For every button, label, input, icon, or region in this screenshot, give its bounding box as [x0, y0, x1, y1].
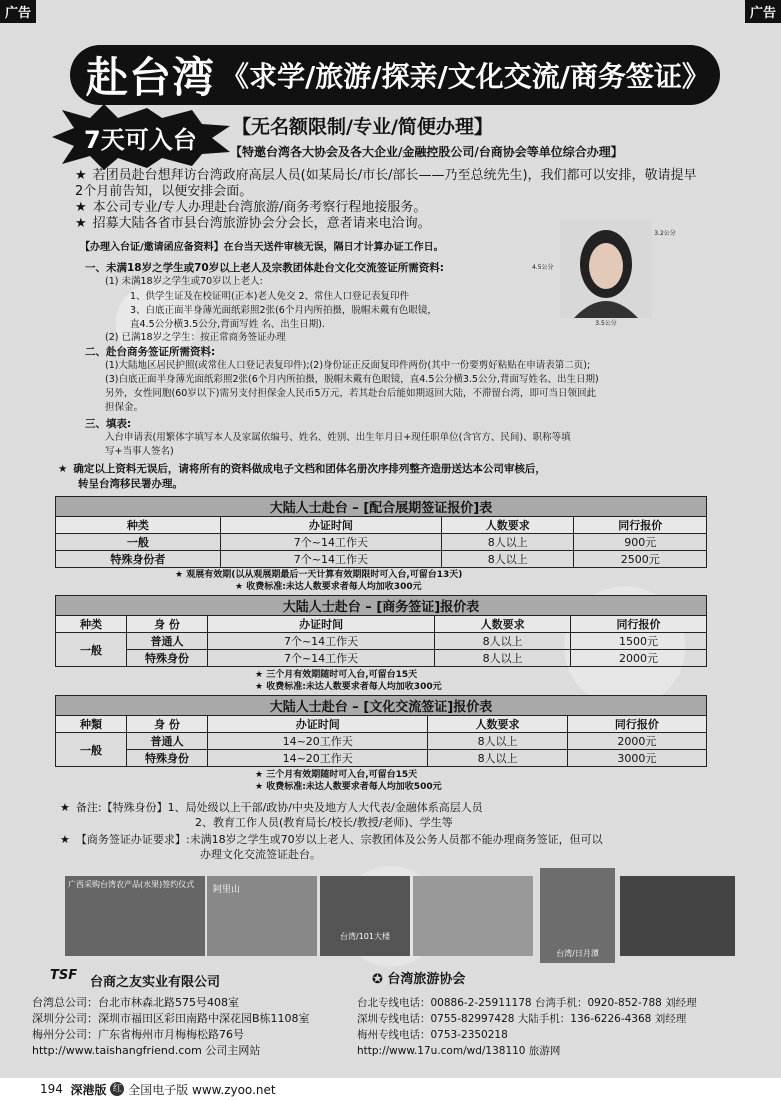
- company-left: 台商之友实业有限公司: [90, 975, 221, 990]
- cell: 普通人: [127, 733, 208, 750]
- signing-photo: [65, 876, 205, 956]
- cell: 2000元: [567, 733, 706, 750]
- remark-line: 办理文化交流签证赴台。: [200, 848, 321, 861]
- photo-caption: 台湾/101大楼: [340, 932, 390, 941]
- table-title: 大陆人士赴台 – [配合展期签证报价]表: [56, 497, 707, 517]
- cell: 2000元: [571, 650, 707, 667]
- s3-line: 写+当事人签名): [105, 446, 174, 457]
- bullet-text: 本公司专业/专人办理赴台湾旅游/商务考察行程地接服务。: [92, 200, 427, 215]
- table-row: [56, 650, 707, 667]
- section1-title: 一、未满18岁之学生或70岁以上老人及宗教团体赴台文化交流签证所需资料:: [85, 262, 444, 274]
- confirm-text: 确定以上资料无误后，请将所有的资料做成电子文档和团体名册次序排列整齐造册送达本公司审核后，: [73, 463, 546, 475]
- company-right-name: 台湾旅游协会: [387, 972, 466, 987]
- s3-line: 入台申请表(用繁体字填写本人及家属依编号、姓名、姓别、出生年月日+现任职单位(含官方、民间)、职称等填: [105, 432, 571, 443]
- section2-title: 二、赴台商务签证所需资料:: [85, 346, 216, 358]
- cell: 特殊身份: [127, 750, 208, 767]
- cell: 8人以上: [428, 750, 567, 767]
- headline-main: 赴台湾: [86, 53, 216, 102]
- price-table-business: [55, 595, 707, 667]
- confirm-line: 转呈台湾移民署办理。: [78, 478, 183, 490]
- cell: 一般: [56, 733, 127, 767]
- col-header: 同行报价: [567, 716, 706, 733]
- table2-note: ★ 三个月有效期随时可入台,可留台15天: [255, 670, 418, 680]
- ad-tag-right: 广告: [745, 0, 781, 23]
- s2-line: (3)白底正面半身薄光面纸彩照2张(6个月内所拍摄，脱帽未戴有色眼镜，直4.5公分横3.5公分,背面写姓名、出生日期): [105, 374, 599, 385]
- cell: 一般: [56, 534, 221, 551]
- table-row: [56, 534, 707, 551]
- addresses-left: [32, 995, 310, 1059]
- slogan: 【无名额限制/专业/简便办理】: [232, 116, 493, 138]
- table-row: [56, 750, 707, 767]
- company-right: [372, 968, 465, 987]
- cell: 8人以上: [435, 650, 571, 667]
- section3-title: 三、填表:: [85, 418, 132, 430]
- association-logo-icon: ✪: [372, 972, 388, 987]
- table1-note: ★ 收费标准:未达人数要求者每人均加收300元: [235, 582, 422, 592]
- cell: 7个~14工作天: [220, 534, 441, 551]
- bullet-3: ★ 招募大陆各省市县台湾旅游协会分会长，意者请来电洽询。: [75, 216, 431, 231]
- seven-day-burst: [52, 104, 232, 170]
- col-header: 种类: [56, 517, 221, 534]
- bullet-1: ★ 若团员赴台想拜访台湾政府高层人员(如某局长/市长/部长——乃至总统先生)，我们都可以安排，敬请提早 2个月前告知，以便安排会面。: [75, 168, 697, 199]
- col-header: 办证时间: [220, 517, 441, 534]
- bullet-text: 招募大陆各省市县台湾旅游协会分会长，意者请来电洽询。: [92, 216, 431, 231]
- edition-label: 深港版: [70, 1082, 107, 1097]
- cell: 普通人: [127, 633, 208, 650]
- col-header: 种類: [56, 716, 127, 733]
- temple-photo: [620, 876, 735, 956]
- photo-strip: [65, 868, 735, 963]
- site-link[interactable]: 全国电子版 www.zyoo.net: [128, 1082, 276, 1097]
- cell: 8人以上: [428, 733, 567, 750]
- s1-line: (2) 已满18岁之学生：按正常商务签证办理: [105, 332, 286, 343]
- sunmoonlake-photo: [540, 868, 615, 963]
- cell: 8人以上: [435, 633, 571, 650]
- cell: 14~20工作天: [208, 733, 428, 750]
- docs-note: 【办理入台证/邀请函应备资料】在台当天送件审核无误，隔日才计算办证工作日。: [80, 242, 444, 253]
- bullet-2: ★ 本公司专业/专人办理赴台湾旅游/商务考察行程地接服务。: [75, 200, 427, 215]
- passport-photo: [560, 220, 652, 318]
- table3-note: ★ 收费标准:未达人数要求者每人均加收500元: [255, 782, 442, 792]
- ad-tag-left: 广告: [0, 0, 36, 23]
- col-header: 身 份: [127, 616, 208, 633]
- bullet-text: 若团员赴台想拜访台湾政府高层人员(如某局长/市长/部长——乃至总统先生)，我们都可以安排，敬请提早 2个月前告知，以便安排会面。: [75, 168, 697, 199]
- page-number: 194: [40, 1082, 63, 1096]
- col-header: 人数要求: [435, 616, 571, 633]
- remark-line: ★ 备注:【特殊身份】1、局处级以上干部/政协/中央及地方人大代表/金融体系高层人员: [60, 801, 483, 814]
- price-table-culture: [55, 695, 707, 767]
- photo-caption: 广西采购台湾农产品(水果)签约仪式: [68, 880, 195, 889]
- remark-text: 备注:【特殊身份】1、局处级以上干部/政协/中央及地方人大代表/金融体系高层人员: [75, 801, 483, 814]
- burst-text: 7天可入台: [84, 126, 197, 154]
- photo-caption: 台湾/日月潭: [556, 949, 599, 958]
- group-photo: [413, 876, 533, 956]
- table-row: [56, 551, 707, 568]
- price-table-exhibition: [55, 496, 707, 568]
- cell: 3000元: [567, 750, 706, 767]
- cell: 特殊身份者: [56, 551, 221, 568]
- col-header: 身 份: [127, 716, 208, 733]
- table3-note: ★ 三个月有效期随时可入台,可留台15天: [255, 770, 418, 780]
- address-line: 梅州分公司：广东省梅州市月梅梅松路76号: [32, 1028, 244, 1041]
- cell: 特殊身份: [127, 650, 208, 667]
- s1-line: 直4.5公分横3.5公分,背面写姓 名、出生日期).: [130, 319, 325, 330]
- headline-sub: 《求学/旅游/探亲/文化交流/商务签证》: [221, 60, 710, 93]
- cell: 900元: [574, 534, 707, 551]
- s2-line: 另外，女性同胞(60岁以下)需另支付担保金人民币5万元，若其赴台后能如期返回大陆，不滞留台湾，即可当日领回此: [105, 388, 597, 399]
- cell: 8人以上: [442, 551, 574, 568]
- cell: 一般: [56, 633, 127, 667]
- table-row: [56, 633, 707, 650]
- col-header: 办证时间: [208, 716, 428, 733]
- tsf-logo: TSF: [50, 968, 78, 983]
- col-header: 同行报价: [574, 517, 707, 534]
- remark-text: 【商务签证办证要求】:未满18岁之学生或70岁以上老人、宗教团体及公务人员都不能办理商务签证，但可以: [75, 833, 603, 846]
- col-header: 同行报价: [571, 616, 707, 633]
- phone-line: 台北专线电话：00886-2-25911178 台湾手机：0920-852-788 刘经理: [357, 997, 697, 1009]
- photo-caption: 阿里山: [213, 885, 241, 895]
- addresses-right: [357, 995, 697, 1059]
- s2-line: (1)大陆地区居民护照(或常住人口登记表复印件);(2)身份证正反面复印件两份(其中一份要剪好粘贴在申请表第二页);: [105, 360, 591, 371]
- address-line: 深圳分公司：深圳市福田区彩田南路中深花园B栋1108室: [32, 1012, 310, 1025]
- col-header: 办证时间: [208, 616, 435, 633]
- table1-note: ★ 观展有效期(以从观展期最后一天计算有效期限时可入台,可留台13天): [175, 570, 463, 580]
- cell: 14~20工作天: [208, 750, 428, 767]
- s1-line: 1、供学生证及在校证明(正本)老人免交 2、常住人口登记表复印件: [130, 291, 410, 302]
- page-footer: [0, 1078, 781, 1100]
- col-header: 种类: [56, 616, 127, 633]
- cell: 7个~14工作天: [208, 633, 435, 650]
- col-header: 人数要求: [442, 517, 574, 534]
- website-link[interactable]: http://www.taishangfriend.com 公司主网站: [32, 1044, 261, 1057]
- headline-banner: [70, 45, 720, 105]
- alishan-photo: [207, 876, 317, 956]
- photo-width-label: 3.5公分: [595, 320, 617, 327]
- table-row: [56, 733, 707, 750]
- remark-line: 2、教育工作人员(教育局长/校长/教授/老师)、学生等: [195, 816, 453, 829]
- address-line: 台湾总公司：台北市林森北路575号408室: [32, 996, 239, 1009]
- cell: 7个~14工作天: [208, 650, 435, 667]
- remark-line: ★ 【商务签证办证要求】:未满18岁之学生或70岁以上老人、宗教团体及公务人员都不能办理商务签证，但可以: [60, 833, 603, 846]
- s1-line: (1) 未满18岁之学生或70岁以上老人:: [105, 276, 263, 287]
- col-header: 人数要求: [428, 716, 567, 733]
- website-link[interactable]: http://www.17u.com/wd/138110 旅游网: [357, 1045, 561, 1057]
- phone-line: 梅州专线电话：0753-2350218: [357, 1029, 508, 1041]
- invite-line: 【特邀台湾各大协会及各大企业/金融控股公司/台商协会等单位综合办理】: [230, 145, 623, 159]
- table-title: 大陆人士赴台 – [文化交流签证]报价表: [56, 696, 707, 716]
- photo-ruler-label: 3.2公分: [654, 230, 676, 237]
- table-title: 大陆人士赴台 – [商务签证]报价表: [56, 596, 707, 616]
- edition-badge-icon: 红: [110, 1082, 124, 1096]
- cell: 7个~14工作天: [220, 551, 441, 568]
- phone-line: 深圳专线电话：0755-82997428 大陆手机：136-6226-4368 刘经理: [357, 1013, 687, 1025]
- s2-line: 担保金。: [105, 402, 144, 413]
- photo-height-label: 4.5公分: [532, 264, 554, 271]
- cell: 8人以上: [442, 534, 574, 551]
- cell: 2500元: [574, 551, 707, 568]
- portrait-icon: [560, 220, 652, 318]
- s1-line: 3、白底正面半身薄光面纸彩照2张(6个月内所拍摄，脱帽未戴有色眼镜，: [130, 305, 437, 316]
- confirm-line: ★ 确定以上资料无误后，请将所有的资料做成电子文档和团体名册次序排列整齐造册送达本公司审核后，: [58, 463, 546, 475]
- cell: 1500元: [571, 633, 707, 650]
- taipei101-photo: [320, 876, 410, 956]
- table2-note: ★ 收费标准:未达人数要求者每人均加收300元: [255, 682, 442, 692]
